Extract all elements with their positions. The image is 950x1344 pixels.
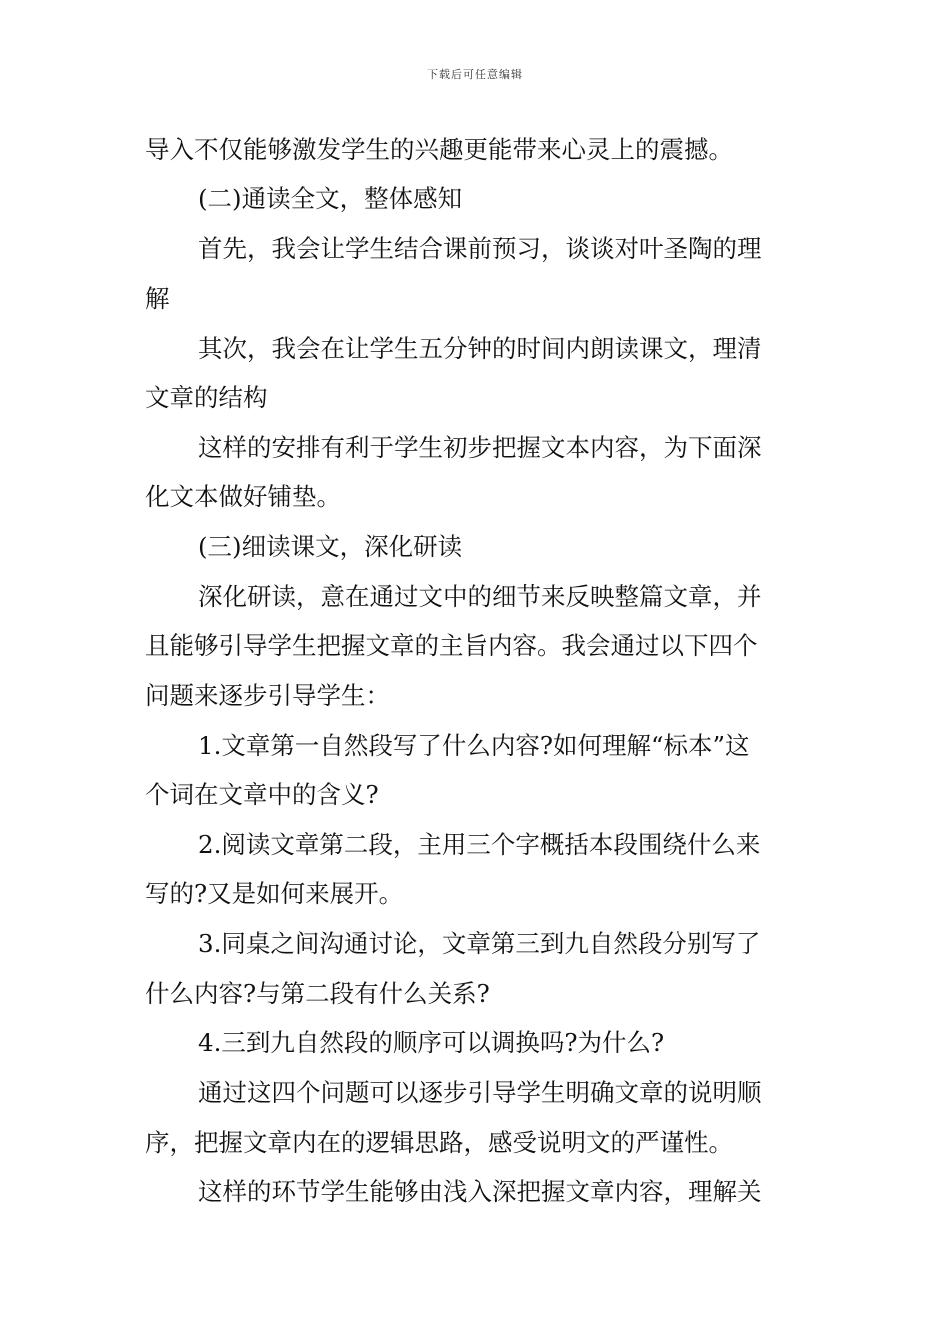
text-line: 其次，我会在让学生五分钟的时间内朗读课文，理清 xyxy=(198,334,762,363)
text-line: 首先，我会让学生结合课前预习，谈谈对叶圣陶的理 xyxy=(198,234,762,263)
text-line: 什么内容?与第二段有什么关系? xyxy=(145,979,490,1008)
text-line: 解 xyxy=(145,284,170,313)
text-line: 这样的安排有利于学生初步把握文本内容，为下面深 xyxy=(198,433,762,462)
text-line: 化文本做好铺垫。 xyxy=(145,482,341,511)
text-line: 个词在文章中的含义? xyxy=(145,780,379,809)
list-item: 3.同桌之间沟通讨论，文章第三到九自然段分别写了 xyxy=(198,929,761,958)
text-line: 导入不仅能够激发学生的兴趣更能带来心灵上的震撼。 xyxy=(145,135,733,164)
text-line: 写的?又是如何来展开。 xyxy=(145,879,404,908)
text-line: 这样的环节学生能够由浅入深把握文章内容，理解关 xyxy=(198,1177,762,1206)
text-line: 通过这四个问题可以逐步引导学生明确文章的说明顺 xyxy=(198,1078,762,1107)
section-heading: (二)通读全文，整体感知 xyxy=(198,184,463,213)
text-line: 且能够引导学生把握文章的主旨内容。我会通过以下四个 xyxy=(145,631,758,660)
section-heading: (三)细读课文，深化研读 xyxy=(198,532,463,561)
list-item: 4.三到九自然段的顺序可以调换吗?为什么? xyxy=(198,1028,665,1057)
list-item: 2.阅读文章第二段，主用三个字概括本段围绕什么来 xyxy=(198,830,761,859)
text-line: 深化研读，意在通过文中的细节来反映整篇文章，并 xyxy=(198,582,762,611)
text-line: 问题来逐步引导学生： xyxy=(145,681,390,710)
text-line: 文章的结构 xyxy=(145,383,268,412)
list-item: 1.文章第一自然段写了什么内容?如何理解“标本”这 xyxy=(198,731,750,760)
text-line: 序，把握文章内在的逻辑思路，感受说明文的严谨性。 xyxy=(145,1128,733,1157)
page-header: 下载后可任意编辑 xyxy=(427,68,523,81)
